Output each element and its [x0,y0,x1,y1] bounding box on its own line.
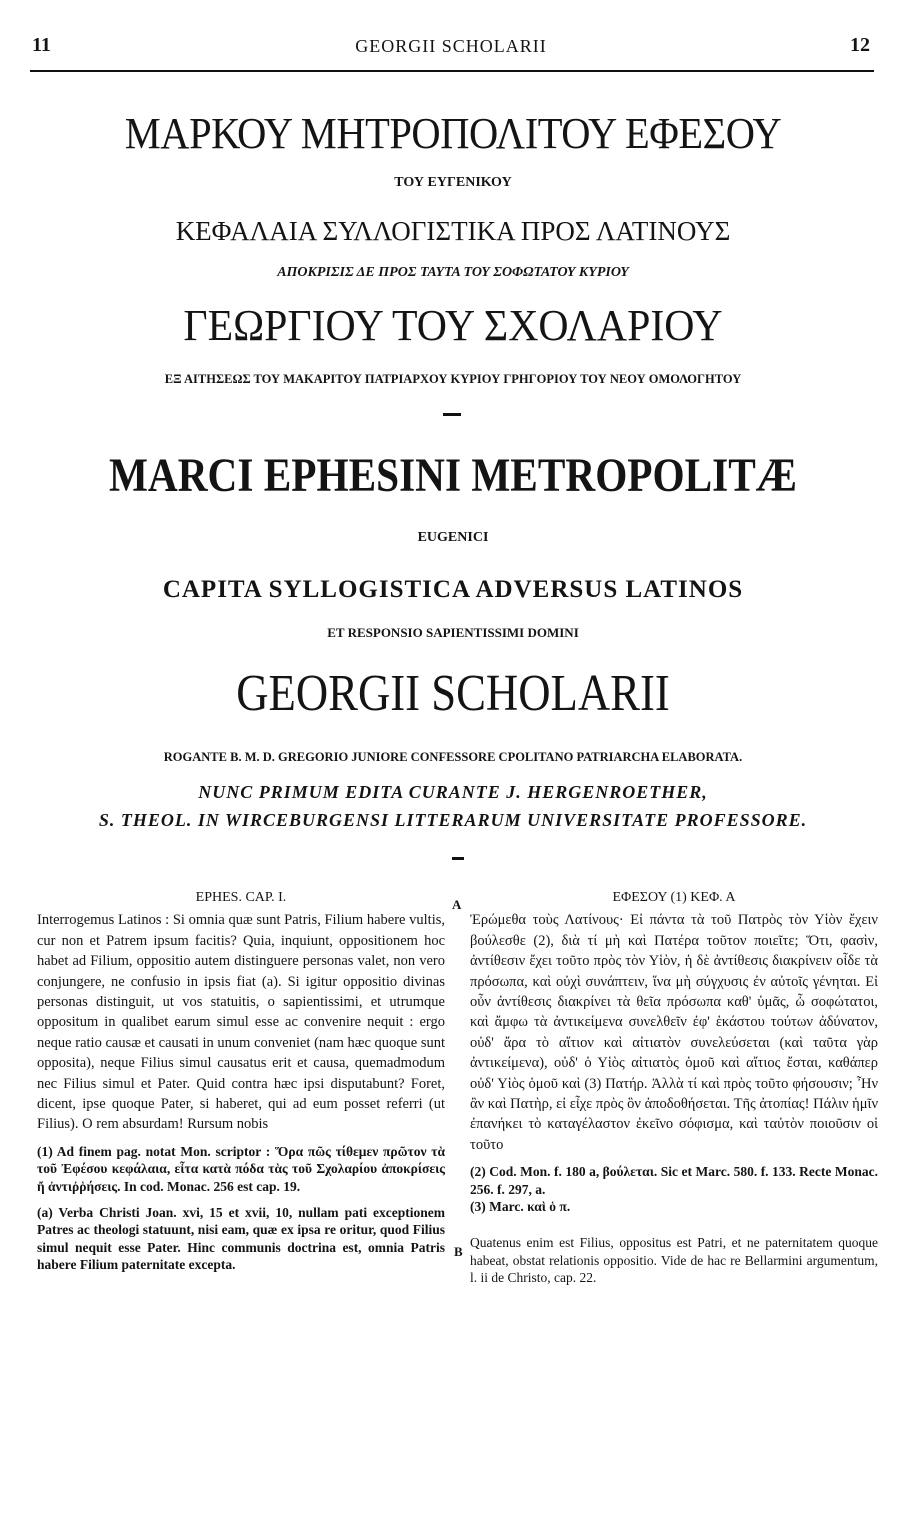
separator-dash-2 [452,857,464,860]
footnote-a-continued: Quatenus enim est Filius, oppositus est Patri, et ne paternitatem quoque habeat, obstat relationis oppositio. Vide de hac re Bellarmini argumentum, l. ii de Christo, cap. 22. [470,1235,878,1286]
latin-chapter-heading: EPHES. CAP. I. [195,890,287,905]
running-head [32,34,870,60]
latin-column [37,888,445,1274]
latin-title-editor-affiliation: S. THEOL. IN WIRCEBURGENSI LITTERARUM UNIVERSITATE PROFESSORE. [98,810,808,830]
greek-title-line3: ΚΕΦΑΛΑΙΑ ΣΥΛΛΟΓΙΣΤΙΚΑ ΠΡΟΣ ΛΑΤΙΝΟΥΣ [175,216,731,246]
footnote-a: (a) Verba Christi Joan. xvi, 15 et xvii, 10, nullam pati exceptionem Patres ac theologi statuunt, nisi eam, quæ ex ipsa re oritur, quod Filius simul nequit esse Pater. Hinc communis doctrina est, omnia Patris habere Filium paternitate excepta. [37,1204,445,1273]
latin-title-line2: EUGENICI [417,530,489,545]
latin-body-text: Interrogemus Latinos : Si omnia quæ sunt Patris, Filium habere vultis, cur non et Patrem ipsum facitis? Quia, inquiunt, oppositionem hoc habet ad Filium, oppositio autem distinguere personas valet, non vero conjungere, ne confusio in ipsis fiat (a). Si igitur oppositio divinas personas distinguit, ut vos statuitis, o sapientissimi, et utrumque oppositum in qualibet earum simul esse ac convenire nequit : ergo neque ratio causæ et causati in unum conveniet (nam hæc quoque sunt opposita), neque Filius simul causatus erit et causa, quemadmodum nec Filius simul et Pater. Quid contra hæc ipsi disputabunt? Foret, dicent, ipse quoque Pater, si haberet, qui ad eum posset referri (ut Filius). O rem absurdam! Rursum nobis [37,912,445,1133]
column-marker-b: B [454,1244,463,1259]
header-rule [30,70,874,72]
footnote-3: (3) Marc. καὶ ὁ π. [470,1199,571,1215]
greek-title-author: ΓΕΩΡΓΙΟΥ ΤΟΥ ΣΧΟΛΑΡΙΟΥ [183,301,723,350]
latin-title-line6: ROGANTE B. M. D. GREGORIO JUNIORE CONFESSORE CPOLITANO PATRIARCHA ELABORATA. [163,750,743,764]
footnote-2: (2) Cod. Mon. f. 180 a, βούλεται. Sic et Marc. 580. f. 133. Recte Monac. 256. f. 297, a. [470,1164,878,1197]
greek-chapter-heading: ΕΦΕΣΟΥ (1) ΚΕΦ. Α [612,890,736,905]
greek-title-line2: ΤΟΥ ΕΥΓΕΝΙΚΟΥ [394,175,512,190]
column-number-right: 12 [850,34,870,56]
greek-title-line6: ΕΞ ΑΙΤΗΣΕΩΣ ΤΟΥ ΜΑΚΑΡΙΤΟΥ ΠΑΤΡΙΑΡΧΟΥ ΚΥΡΙΟΥ ΓΡΗΓΟΡΙΟΥ ΤΟΥ ΝΕΟΥ ΟΜΟΛΟΓΗΤΟΥ [164,372,742,386]
column-marker-a: A [452,897,462,912]
column-number-left: 11 [32,34,51,56]
greek-title-line4: ΑΠΟΚΡΙΣΙΣ ΔΕ ΠΡΟΣ ΤΑΥΤΑ ΤΟΥ ΣΟΦΩΤΑΤΟΥ ΚΥΡΙΟΥ [277,265,629,280]
footnote-1: (1) Ad finem pag. notat Mon. scriptor : Ὅρα πῶς τίθεμεν πρῶτον τὰ τοῦ Ἐφέσου κεφάλαια, εἶτα κατὰ πόδα τὰς τοῦ Σχολαρίου ἀποκρίσεις ἤ ἀντιῤῥήσεις. In cod. Monac. 256 est cap. 19. [37,1143,445,1195]
latin-title-author: GEORGII SCHOLARII [236,665,670,722]
greek-body-text: Ἐρώμεθα τοὺς Λατίνους· Εἰ πάντα τὰ τοῦ Πατρὸς τὸν Υἱὸν ἔχειν βούλεσθε (2), διὰ τί μὴ καὶ Πατέρα τοῦτον ποιεῖτε; Ὅτι, φασὶν, ἀντίθεσιν ἔχει τοῦτο πρὸς τὸν Υἱὸν, ἡ δὲ ἀντίθεσις διακρίνειν οἶδε τὰ πρόσωπα, καὶ οὐχὶ συνάπτειν, ἵνα μὴ σύγχυσις ἐν αὐτοῖς γένηται. Εἰ οὖν ἀντίθεσις διακρίνει τὰ θεῖα πρόσωπα καθ' ὑμᾶς, ὦ σοφώτατοι, καὶ ἄμφω τὰ ἀντικείμενα συνελθεῖν ἐφ' ἑκάστου τούτων ἀδύνατον, οὐδ' ἄρα τὸ αἴτιον καὶ αἰτιατὸν συνελεύσεται (καὶ ταῦτα γὰρ ἀντικείμενα), οὐδ' ὁ Υἱὸς αἰτιατὸς ὁμοῦ καὶ αἴτιος ἔσται, καθάπερ οὐδ' Υἱὸς ὁμοῦ καὶ (3) Πατήρ. Ἀλλὰ τί καὶ πρὸς τοῦτο φήσουσιν; Ἦν ἂν καὶ Πατὴρ, εἰ εἶχε πρὸς ὃν ἀποδοθήσεται. Τῆς ἀτοπίας! Πάλιν ἡμῖν ἐπανήκει τὸ καταγέλαστον ἐκεῖνο σόφισμα, καὶ ταὐτὸν ποιοῦσιν οἱ τοῦτο [470,912,878,1153]
separator-dash [443,413,461,416]
running-title: GEORGII SCHOLARII [355,36,547,56]
latin-title-line3: CAPITA SYLLOGISTICA ADVERSUS LATINOS [162,576,744,603]
latin-title-line4: ET RESPONSIO SAPIENTISSIMI DOMINI [327,625,579,640]
latin-title-editor: NUNC PRIMUM EDITA CURANTE J. HERGENROETHER, [198,782,708,802]
greek-title-main: ΜΑΡΚΟΥ ΜΗΤΡΟΠΟΛΙΤΟΥ ΕΦΕΣΟΥ [124,109,782,158]
greek-column [470,888,878,1287]
latin-title-main: MARCI EPHESINI METROPOLITÆ [108,449,798,502]
